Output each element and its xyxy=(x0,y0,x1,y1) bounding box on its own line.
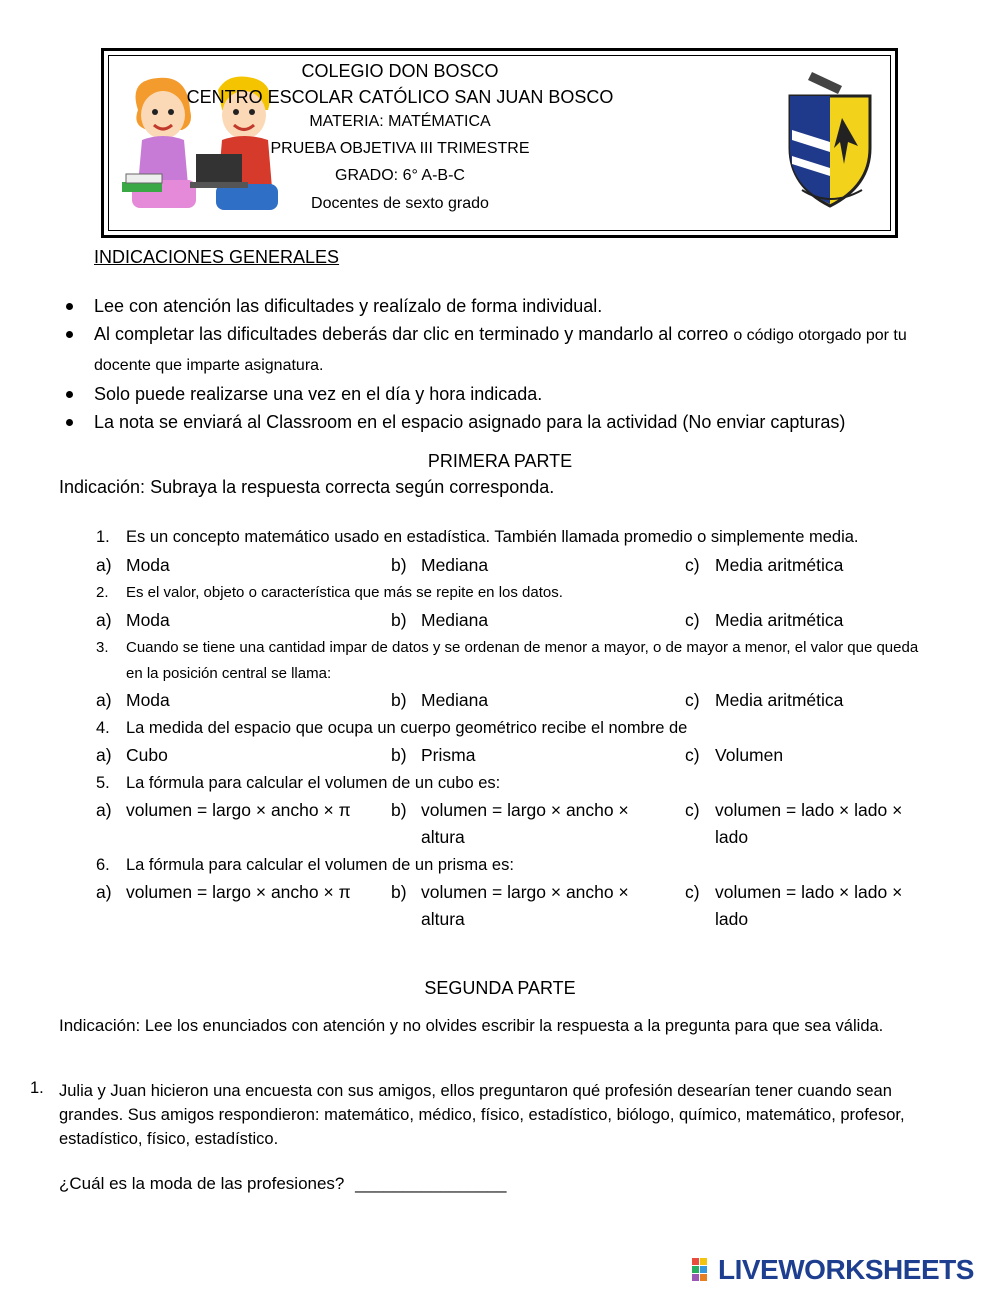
option-text[interactable]: volumen = largo × ancho × altura xyxy=(421,800,629,847)
question-5-options xyxy=(96,797,956,853)
option-text[interactable]: volumen = largo × ancho × altura xyxy=(421,882,629,929)
option-label: a) xyxy=(96,800,112,820)
instruction-text: Al completar las dificultades deberás dar clic en terminado y mandarlo al correo xyxy=(94,324,734,344)
question-number: 4. xyxy=(96,719,110,737)
option-label: b) xyxy=(391,610,407,630)
bullet-dot xyxy=(66,419,73,426)
indication-text: Subraya la respuesta correcta según corresponda. xyxy=(145,477,555,497)
question-2-options xyxy=(96,607,956,637)
option-label: b) xyxy=(391,745,407,765)
question-4-options xyxy=(96,742,956,772)
option-text[interactable]: Mediana xyxy=(421,555,489,575)
grade: GRADO: 6° A-B-C xyxy=(335,167,465,184)
instruction-item xyxy=(60,320,960,380)
instructions-list xyxy=(60,292,960,436)
problem-text: Julia y Juan hicieron una encuesta con sus amigos, ellos preguntaron qué profesión desearían tener cuando sean grandes. Sus amigos respondieron: matemático, médico, físico, estadístico, biólogo, químico, matemático, profesor, estadístico, físico, estadístico. xyxy=(59,1082,905,1148)
bullet-dot xyxy=(66,391,73,398)
question-number: 1. xyxy=(96,528,110,546)
question-6-options xyxy=(96,879,956,935)
instruction-text: La nota se enviará al Classroom en el espacio asignado para la actividad (No enviar capturas) xyxy=(94,412,846,432)
problem-question: ¿Cuál es la moda de las profesiones? xyxy=(59,1174,345,1193)
option-text[interactable]: volumen = largo × ancho × π xyxy=(126,800,351,820)
question-number: 2. xyxy=(96,584,109,601)
option-label: a) xyxy=(96,745,112,765)
indication-text: Lee los enunciados con atención y no olvides escribir la respuesta a la pregunta para que sea válida. xyxy=(140,1017,884,1035)
part2-indication xyxy=(59,1016,959,1036)
question-text: La fórmula para calcular el volumen de un cubo es: xyxy=(126,774,501,792)
option-label: b) xyxy=(391,555,407,575)
option-text[interactable]: Media aritmética xyxy=(715,555,844,575)
option-label: c) xyxy=(685,800,700,820)
question-text: Es un concepto matemático usado en estadística. También llamada promedio o simplemente media. xyxy=(126,528,859,546)
option-label: c) xyxy=(685,555,700,575)
problem-question-line xyxy=(59,1174,506,1194)
instruction-text-small: o código otorgado por tu docente que imparte asignatura. xyxy=(94,327,907,374)
option-text[interactable]: Media aritmética xyxy=(715,610,844,630)
option-label: b) xyxy=(391,882,407,902)
question-3-options xyxy=(96,687,956,717)
option-label: a) xyxy=(96,690,112,710)
indication-label: Indicación: xyxy=(59,477,146,497)
instructions-title: INDICACIONES GENERALES xyxy=(94,247,340,267)
question-number: 3. xyxy=(96,639,109,656)
indication-label: Indicación: xyxy=(59,1016,141,1035)
test-title: PRUEBA OBJETIVA III TRIMESTRE xyxy=(270,140,530,157)
option-label: a) xyxy=(96,555,112,575)
bullet-dot xyxy=(66,303,73,310)
option-label: c) xyxy=(685,882,700,902)
bullet-dot xyxy=(66,331,73,338)
problem-number: 1. xyxy=(30,1079,44,1097)
question-text: La fórmula para calcular el volumen de un prisma es: xyxy=(126,856,514,874)
option-text[interactable]: Volumen xyxy=(715,745,784,765)
option-text[interactable]: Moda xyxy=(126,690,170,710)
part1-title: PRIMERA PARTE xyxy=(427,451,573,471)
option-label: c) xyxy=(685,690,700,710)
option-text[interactable]: Prisma xyxy=(421,745,476,765)
school-crest-logo xyxy=(782,68,878,210)
option-label: a) xyxy=(96,882,112,902)
option-label: b) xyxy=(391,800,407,820)
option-text[interactable]: Mediana xyxy=(421,610,489,630)
instruction-text: Lee con atención las dificultades y realízalo de forma individual. xyxy=(94,296,603,316)
liveworksheets-blocks-icon xyxy=(692,1258,716,1282)
question-text: Cuando se tiene una cantidad impar de datos y se ordenan de menor a mayor, o de mayor a menor, el valor que queda en la posición central se llama: xyxy=(126,639,919,682)
option-text[interactable]: Mediana xyxy=(421,690,489,710)
question-text: La medida del espacio que ocupa un cuerpo geométrico recibe el nombre de xyxy=(126,719,688,737)
instruction-item xyxy=(60,408,960,436)
question-1-options xyxy=(96,552,956,582)
option-label: c) xyxy=(685,745,700,765)
option-text[interactable]: Media aritmética xyxy=(715,690,844,710)
teachers: Docentes de sexto grado xyxy=(311,195,489,212)
instruction-item xyxy=(60,292,960,320)
subject: MATERIA: MATÉMATICA xyxy=(309,113,491,130)
option-text[interactable]: volumen = lado × lado × lado xyxy=(715,800,903,847)
option-label: c) xyxy=(685,610,700,630)
option-text[interactable]: Cubo xyxy=(126,745,168,765)
option-text[interactable]: Moda xyxy=(126,610,170,630)
question-number: 5. xyxy=(96,774,110,792)
option-text[interactable]: volumen = largo × ancho × π xyxy=(126,882,351,902)
option-text[interactable]: volumen = lado × lado × lado xyxy=(715,882,903,929)
school-center: CENTRO ESCOLAR CATÓLICO SAN JUAN BOSCO xyxy=(186,87,614,107)
option-label: a) xyxy=(96,610,112,630)
part1-indication xyxy=(59,477,554,498)
question-number: 6. xyxy=(96,856,110,874)
question-text: Es el valor, objeto o característica que más se repite en los datos. xyxy=(126,584,563,601)
instruction-item xyxy=(60,380,960,408)
liveworksheets-text: LIVEWORKSHEETS xyxy=(718,1254,974,1285)
option-text[interactable]: Moda xyxy=(126,555,170,575)
option-label: b) xyxy=(391,690,407,710)
instruction-text: Solo puede realizarse una vez en el día y hora indicada. xyxy=(94,384,543,404)
part2-title: SEGUNDA PARTE xyxy=(424,978,576,998)
answer-blank[interactable]: ________________ xyxy=(355,1174,507,1193)
school-name: COLEGIO DON BOSCO xyxy=(301,61,499,81)
